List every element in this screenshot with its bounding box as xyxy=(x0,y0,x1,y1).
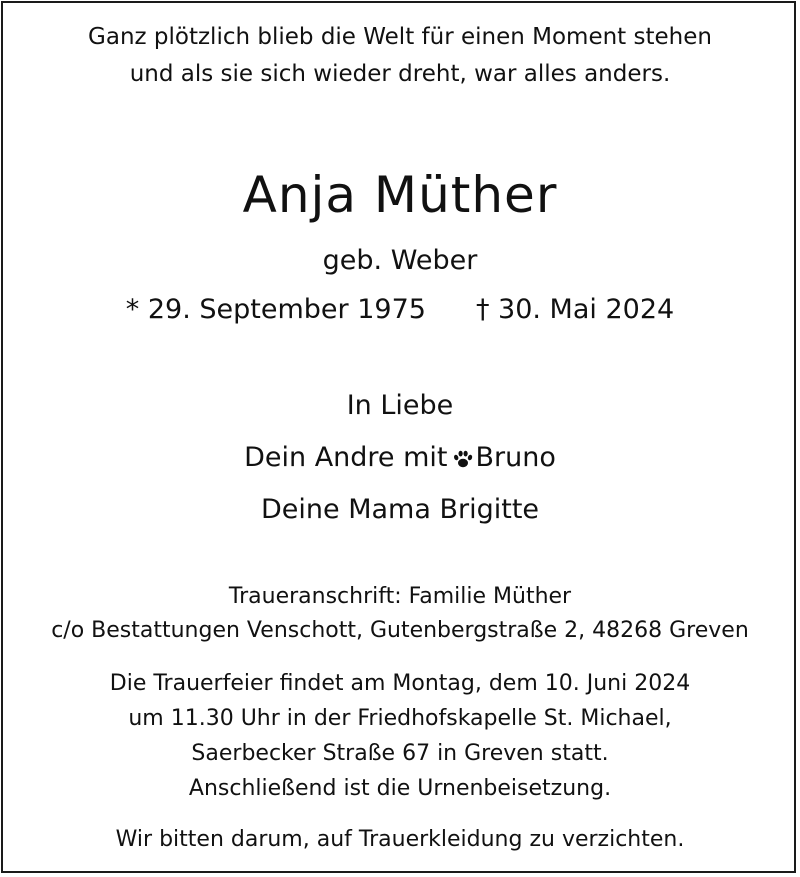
address-line-2: c/o Bestattungen Venschott, Gutenbergstraße 2, 48268 Greven xyxy=(51,618,749,643)
clothing-request: Wir bitten darum, auf Trauerkleidung zu verzichten. xyxy=(115,827,685,852)
paw-print-icon xyxy=(452,446,474,468)
address-line-1: Traueranschrift: Familie Müther xyxy=(228,584,572,609)
quote-line-1: Ganz plötzlich blieb die Welt für einen Moment stehen xyxy=(88,24,712,50)
birth-date: * 29. September 1975 xyxy=(125,294,426,325)
quote-line-2: und als sie sich wieder dreht, war alles anders. xyxy=(129,61,671,87)
ceremony-line-2: um 11.30 Uhr in der Friedhofskapelle St. Michael, xyxy=(128,706,672,731)
pet-name: Bruno xyxy=(475,442,556,473)
mourner-andre: Dein Andre mit xyxy=(244,442,448,473)
mourners-intro: In Liebe xyxy=(346,390,454,421)
mourner-line-1 xyxy=(0,442,800,473)
ceremony-line-1: Die Trauerfeier findet am Montag, dem 10. Juni 2024 xyxy=(109,671,691,696)
ceremony-line-4: Anschließend ist die Urnenbeisetzung. xyxy=(188,776,612,801)
deceased-name: Anja Müther xyxy=(242,166,558,224)
mourner-line-2: Deine Mama Brigitte xyxy=(260,494,540,525)
life-dates xyxy=(0,294,800,325)
birth-name: geb. Weber xyxy=(322,245,478,276)
ceremony-line-3: Saerbecker Straße 67 in Greven statt. xyxy=(191,741,609,766)
death-date: † 30. Mai 2024 xyxy=(475,294,675,325)
